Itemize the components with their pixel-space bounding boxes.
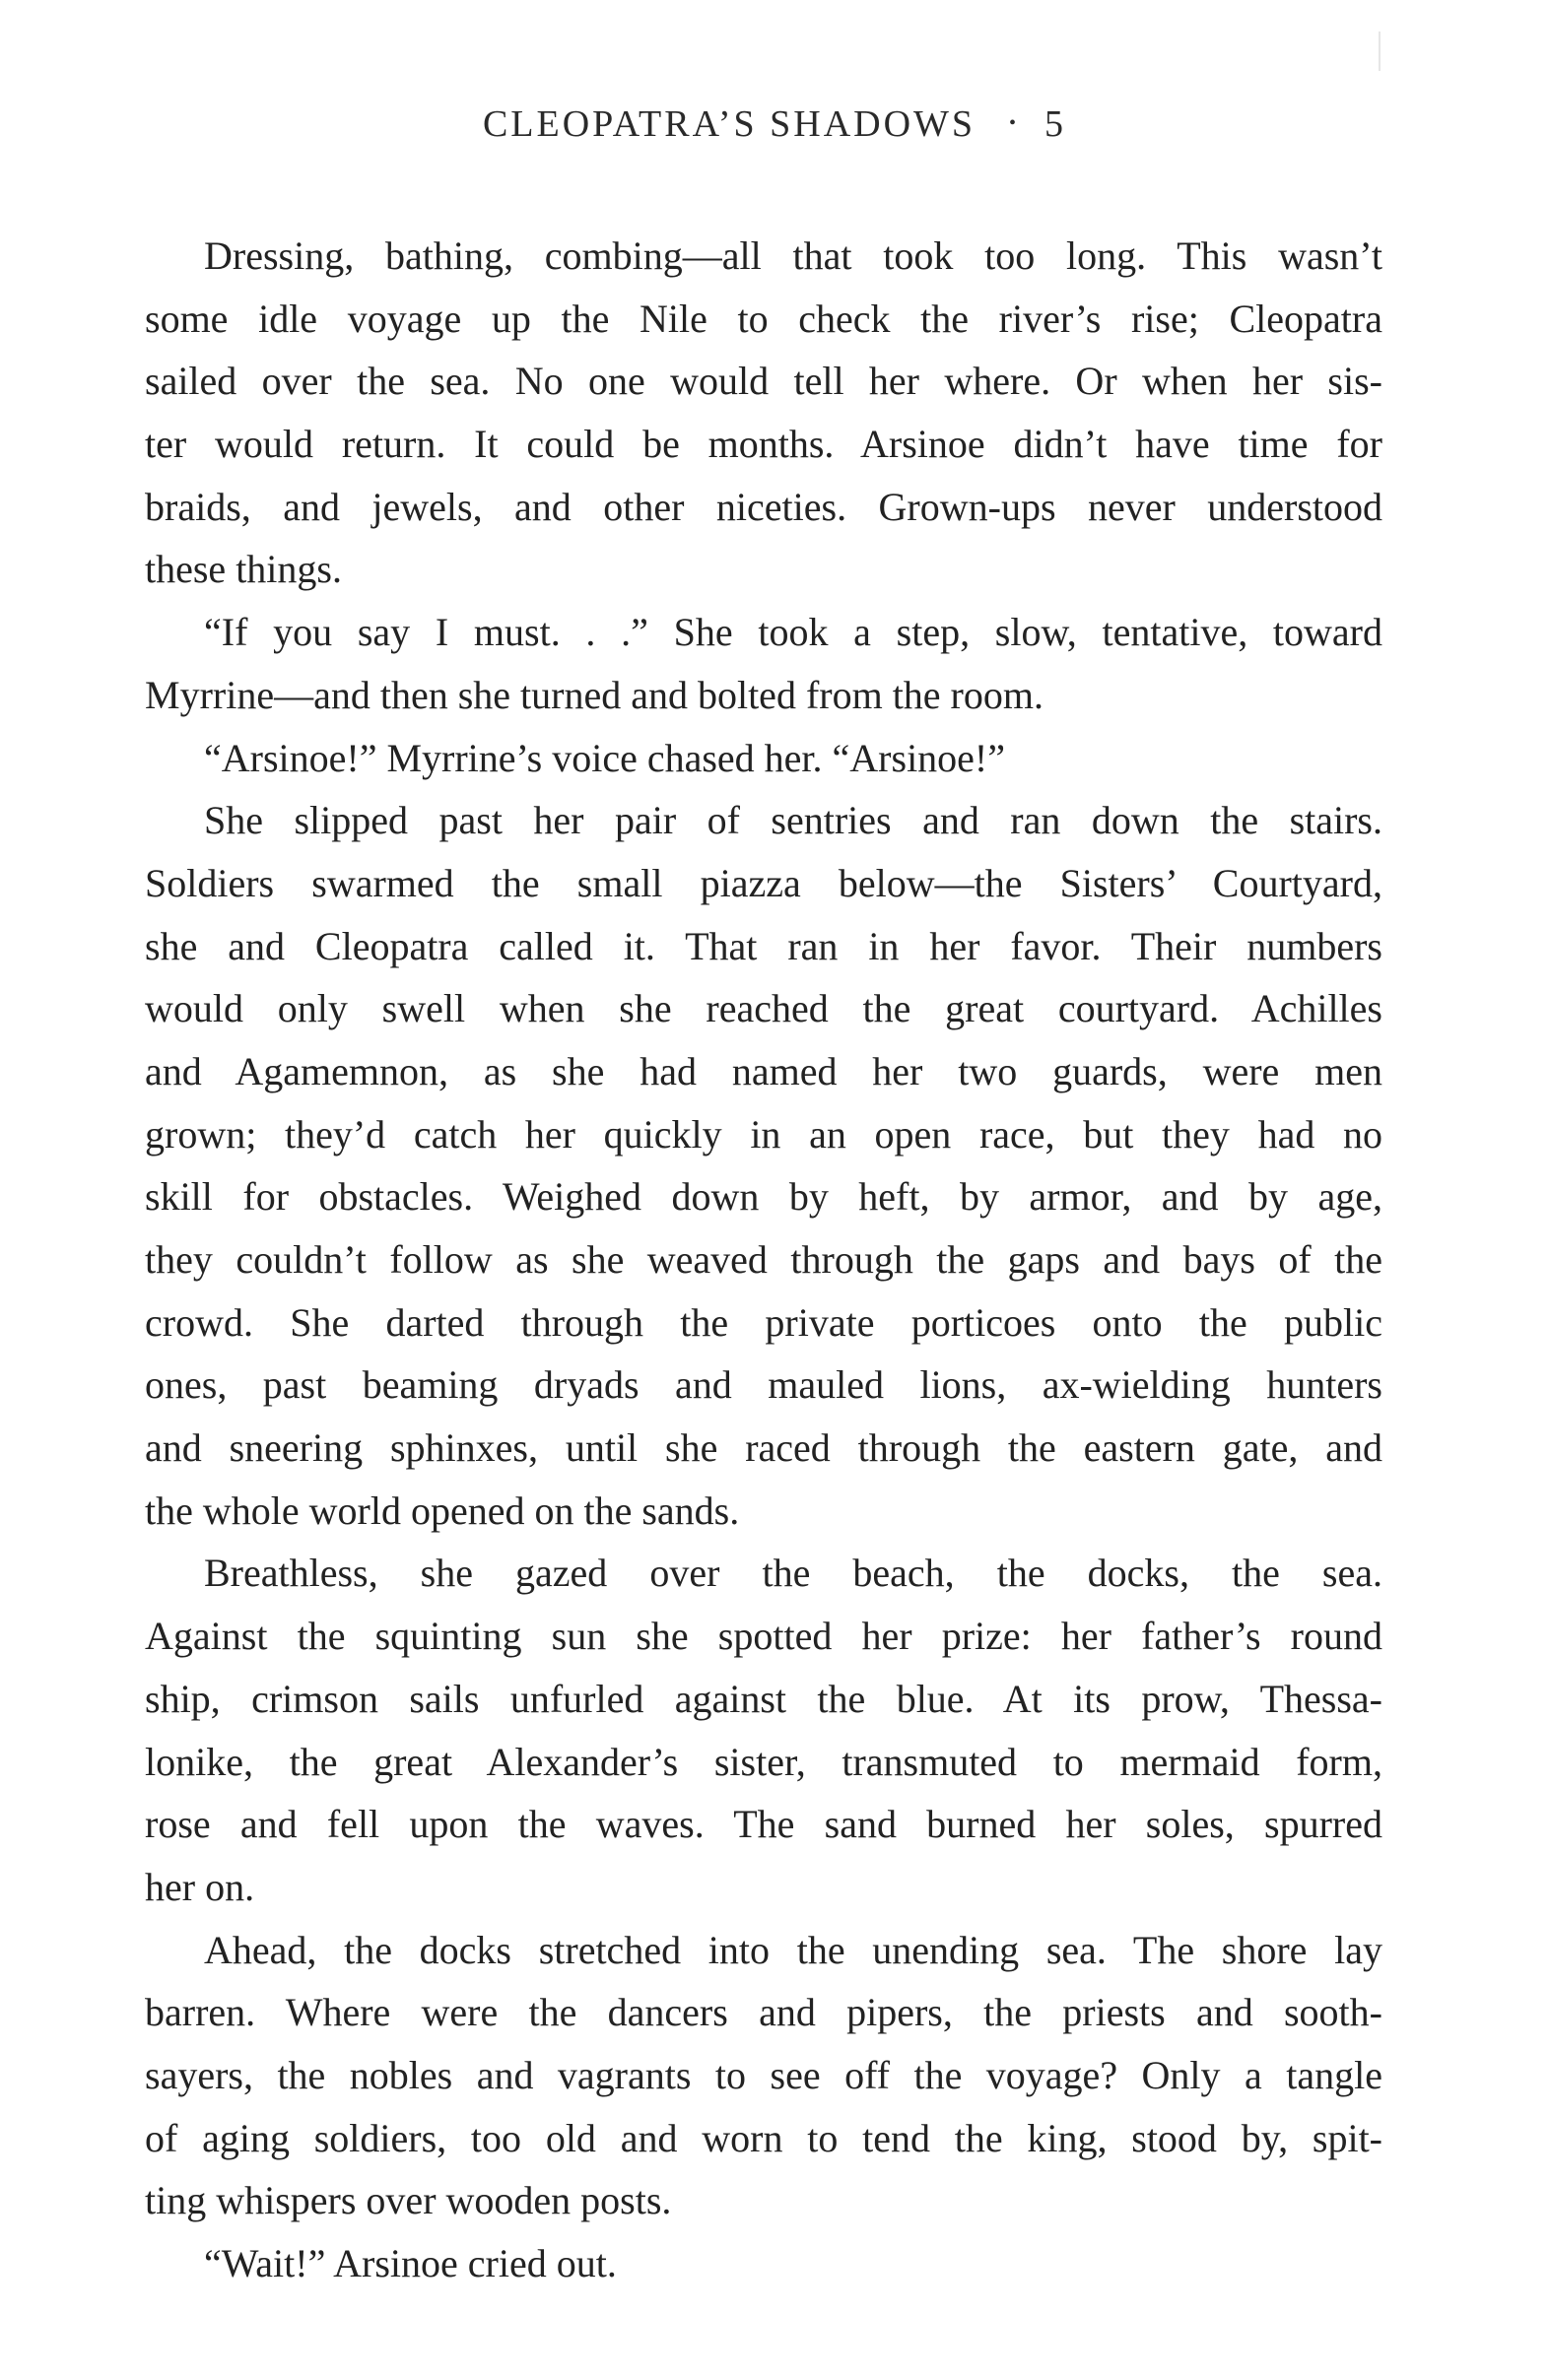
running-head xyxy=(0,102,1549,146)
body-text xyxy=(145,225,1382,2295)
text-line: Myrrine—and then she turned and bolted from the room. xyxy=(145,672,1044,717)
text-line: of aging soldiers, too old and worn to tend the king, stood by, spit- xyxy=(145,2115,1382,2160)
text-line: would only swell when she reached the great courtyard. Achilles xyxy=(145,986,1382,1031)
text-line: the whole world opened on the sands. xyxy=(145,1488,740,1533)
text-line: Dressing, bathing, combing—all that took too long. This wasn’t xyxy=(204,233,1382,278)
text-line: skill for obstacles. Weighed down by heft, by armor, and by age, xyxy=(145,1174,1382,1220)
text-line: and sneering sphinxes, until she raced through the eastern gate, and xyxy=(145,1425,1382,1471)
page-number: 5 xyxy=(1044,103,1067,145)
text-line: Breathless, she gazed over the beach, the docks, the sea. xyxy=(204,1551,1382,1596)
text-line: ter would return. It could be months. Arsinoe didn’t have time for xyxy=(145,422,1382,467)
text-line: these things. xyxy=(145,547,342,592)
text-line: She slipped past her pair of sentries and ran down the stairs. xyxy=(204,798,1382,843)
text-line: ting whispers over wooden posts. xyxy=(145,2178,672,2223)
text-line: ones, past beaming dryads and mauled lions, ax-wielding hunters xyxy=(145,1362,1382,1408)
text-line: “Wait!” Arsinoe cried out. xyxy=(204,2241,617,2285)
header-separator: • xyxy=(1009,111,1020,134)
book-title: CLEOPATRA’S SHADOWS xyxy=(482,103,977,145)
text-line: lonike, the great Alexander’s sister, transmuted to mermaid form, xyxy=(145,1739,1382,1784)
text-line: some idle voyage up the Nile to check the river’s rise; Cleopatra xyxy=(145,296,1382,341)
text-line: she and Cleopatra called it. That ran in her favor. Their numbers xyxy=(145,923,1382,968)
text-line: and Agamemnon, as she had named her two guards, were men xyxy=(145,1048,1382,1093)
text-line: Ahead, the docks stretched into the unending sea. The shore lay xyxy=(204,1927,1382,1972)
text-line: Soldiers swarmed the small piazza below—the Sisters’ Courtyard, xyxy=(145,860,1382,905)
text-line: “If you say I must. . .” She took a step, slow, tentative, toward xyxy=(204,610,1382,655)
text-line: braids, and jewels, and other niceties. Grown-ups never understood xyxy=(145,484,1382,529)
text-line: sayers, the nobles and vagrants to see off the voyage? Only a tangle xyxy=(145,2052,1382,2097)
text-line: they couldn’t follow as she weaved through the gaps and bays of the xyxy=(145,1237,1382,1282)
text-line: rose and fell upon the waves. The sand burned her soles, spurred xyxy=(145,1802,1382,1847)
text-line: barren. Where were the dancers and pipers, the priests and sooth- xyxy=(145,1990,1382,2035)
text-line: “Arsinoe!” Myrrine’s voice chased her. “Arsinoe!” xyxy=(204,735,1006,780)
text-line: her on. xyxy=(145,1864,255,1909)
text-line: ship, crimson sails unfurled against the blue. At its prow, Thessa- xyxy=(145,1676,1382,1721)
text-line: grown; they’d catch her quickly in an open race, but they had no xyxy=(145,1111,1382,1157)
text-line: Against the squinting sun she spotted her prize: her father’s round xyxy=(145,1614,1382,1659)
text-line: crowd. She darted through the private porticoes onto the public xyxy=(145,1299,1382,1345)
scan-artifact xyxy=(1379,32,1381,71)
text-line: sailed over the sea. No one would tell her where. Or when her sis- xyxy=(145,359,1382,404)
